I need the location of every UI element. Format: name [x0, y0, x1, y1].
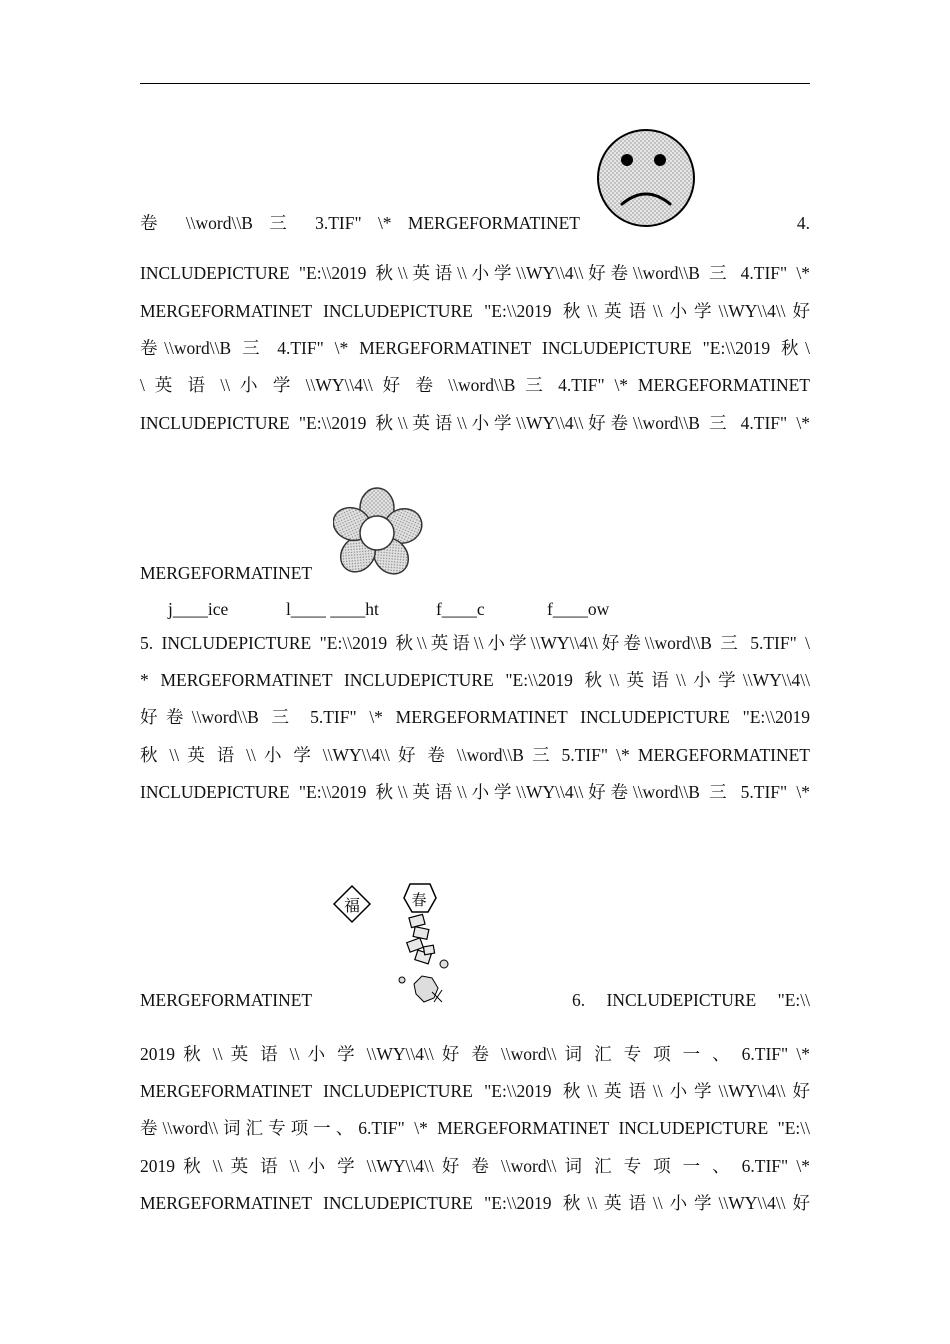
text-line: MERGEFORMATINET [140, 990, 313, 1010]
text-line: 2019 秋 \\ 英 语 \\ 小 学 \\WY\\4\\ 好 卷 \\word\\ 词 汇 专 项 一 、 6.TIF" \* [140, 1044, 810, 1064]
fu-spring-couplet-icon [332, 880, 454, 1008]
text-line: 5. INCLUDEPICTURE "E:\\2019 秋\\英语\\小学\\WY\\4\\好卷\\word\\B 三 5.TIF" \ [140, 633, 810, 653]
text-line: 卷 \\word\\B 三 3.TIF" \* MERGEFORMATINET [140, 213, 580, 233]
sad-face-icon [596, 128, 696, 228]
text-line: MERGEFORMATINET INCLUDEPICTURE "E:\\2019 秋\\英语\\小学\\WY\\4\\好 [140, 1193, 810, 1213]
text-line: INCLUDEPICTURE "E:\\2019 秋\\英语\\小学\\WY\\4\\好卷\\word\\B 三 4.TIF" \* [140, 263, 810, 283]
text-line: * MERGEFORMATINET INCLUDEPICTURE "E:\\2019 秋\\英语\\小学\\WY\\4\\ [140, 670, 810, 690]
text-line: MERGEFORMATINET [140, 563, 313, 583]
text-line: 卷\\word\\B 三 4.TIF" \* MERGEFORMATINET INCLUDEPICTURE "E:\\2019 秋\ [140, 338, 810, 358]
chun-character: 春 [411, 891, 427, 909]
text-line: INCLUDEPICTURE "E:\\2019 秋\\英语\\小学\\WY\\4\\好卷\\word\\B 三 4.TIF" \* [140, 413, 810, 433]
text-line: 2019 秋 \\ 英 语 \\ 小 学 \\WY\\4\\ 好 卷 \\word\\ 词 汇 专 项 一 、 6.TIF" \* [140, 1156, 810, 1176]
word-blanks [168, 598, 609, 620]
text-line: 4. [796, 213, 810, 233]
text-line: 6. INCLUDEPICTURE "E:\\ [572, 990, 810, 1010]
text-line: MERGEFORMATINET INCLUDEPICTURE "E:\\2019 秋\\英语\\小学\\WY\\4\\好 [140, 301, 810, 321]
text-line: INCLUDEPICTURE "E:\\2019 秋\\英语\\小学\\WY\\4\\好卷\\word\\B 三 5.TIF" \* [140, 782, 810, 802]
text-line: MERGEFORMATINET INCLUDEPICTURE "E:\\2019 秋\\英语\\小学\\WY\\4\\好 [140, 1081, 810, 1101]
text-line: 好卷\\word\\B 三 5.TIF" \* MERGEFORMATINET INCLUDEPICTURE "E:\\2019 [140, 707, 810, 727]
text-line: \ 英 语 \\ 小 学 \\WY\\4\\ 好 卷 \\word\\B 三 4.TIF" \* MERGEFORMATINET [140, 375, 810, 395]
flower-icon [333, 486, 423, 578]
text-line: 秋 \\ 英 语 \\ 小 学 \\WY\\4\\ 好 卷 \\word\\B 三 5.TIF" \* MERGEFORMATINET [140, 745, 810, 765]
blank-word-4: f____ow [547, 599, 610, 619]
blank-word-2: l____ ____ht [286, 599, 379, 619]
text-line: 卷\\word\\词汇专项一、6.TIF" \* MERGEFORMATINET INCLUDEPICTURE "E:\\ [140, 1118, 810, 1138]
header-rule [140, 83, 810, 84]
fu-character: 福 [343, 896, 361, 915]
blank-word-3: f____c [436, 599, 485, 619]
blank-word-1: j____ice [168, 599, 229, 619]
